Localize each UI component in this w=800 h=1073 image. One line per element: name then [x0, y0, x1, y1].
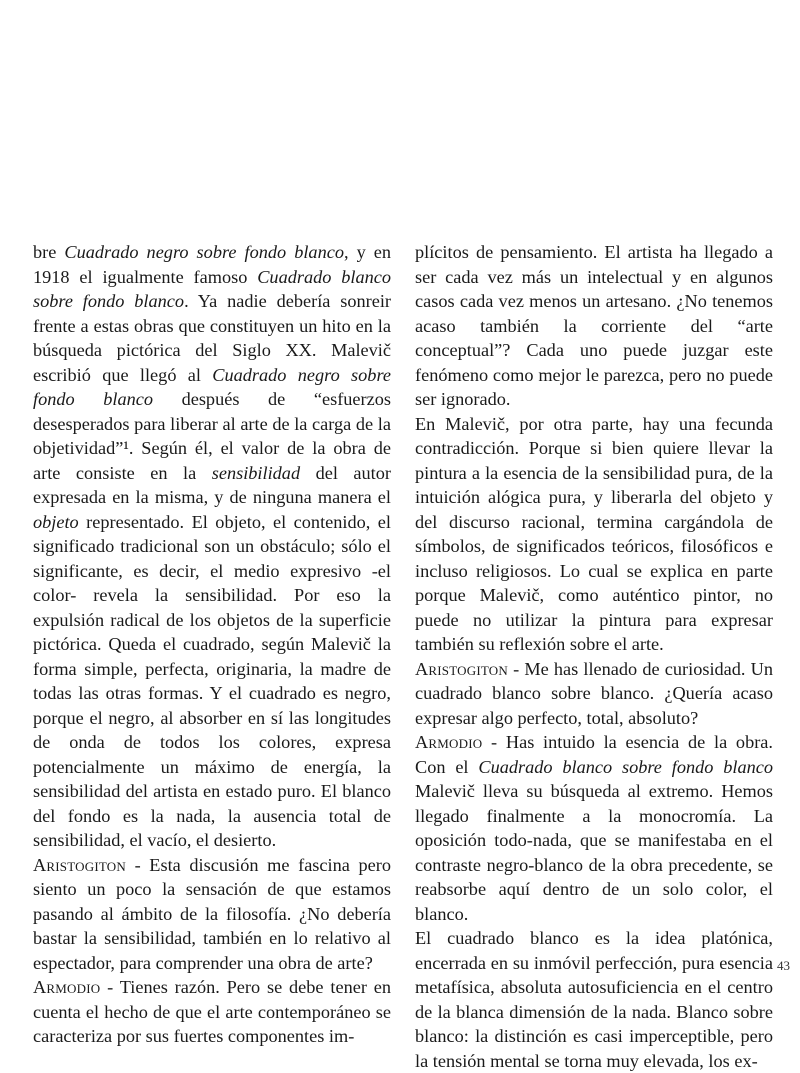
text-run: - Tienes razón. Pero se debe tener en cuenta el hecho de que el arte contemporáneo se caracteriza por sus fuertes componentes im- — [33, 977, 391, 1046]
paragraph — [415, 240, 773, 412]
italic-title: Cuadrado blanco sobre fondo blanco — [33, 266, 391, 311]
paragraph — [33, 975, 391, 1049]
italic-title: Cuadrado blanco sobre fondo blanco — [478, 756, 774, 777]
speaker-name: Armodio — [33, 977, 101, 997]
italic-title: sensibilidad — [211, 462, 301, 483]
text-run: El cuadrado blanco es la idea platónica, encerrada en su inmóvil perfección, pura esencia metafísica, absoluta autosuficiencia en el centro de la blanca dimensión de la nada. Blanco sobre blanco: la distinción es casi imperceptible, pero la tensión mental se torna muy elevada, los ex- — [415, 928, 773, 1071]
italic-title: Cuadrado negro sobre fondo blanco — [64, 242, 344, 262]
italic-title: objeto — [33, 511, 79, 532]
text-run: En Malevič, por otra parte, hay una fecunda contradicción. Porque si bien quiere llevar la pintura a la esencia de la sensibilidad pura, de la intuición alógica pura, y liberarla del objeto y del discurso racional, termina cargándola de símbolos, de significados teóricos, filosóficos e incluso religiosos. Lo cual se explica en parte porque Malevič, como auténtico pintor, no puede no utilizar la pintura para expresar también su reflexión sobre el arte. — [415, 413, 773, 654]
paragraph — [33, 240, 391, 853]
text-run: bre — [33, 242, 65, 262]
paragraph — [415, 412, 773, 657]
text-run: . Ya nadie debería sonreir frente a estas obras que constituyen un hito en la búsqueda pictórica del Siglo XX. Malevič escribió que llegó al — [33, 291, 391, 385]
text-run: plícitos de pensamiento. El artista ha llegado a ser cada vez más un intelectual y en algunos casos cada vez menos un artesano. ¿No tenemos acaso también la corriente del “arte conceptual”? Cada uno puede juzgar este fenómeno como mejor le parezca, pero no puede ser ignorado. — [415, 242, 773, 409]
paragraph — [415, 657, 773, 731]
speaker-name: Aristogiton — [33, 854, 126, 875]
text-run: - Me has llenado de curiosidad. Un cuadrado blanco sobre blanco. ¿Quería acaso expresar algo perfecto, total, absoluto? — [415, 658, 773, 728]
speaker-name: Aristogiton — [415, 658, 508, 679]
paragraph — [415, 926, 773, 1073]
speaker-name: Armodio — [415, 732, 483, 752]
page-number: 43 — [777, 958, 790, 973]
paragraph — [415, 730, 773, 926]
text-run: después de “esfuerzos desesperados para liberar al arte de la carga de la objetividad”¹. Según él, el valor de la obra de arte consiste en la — [33, 389, 391, 483]
text-run: del autor expresada en la misma, y de ninguna manera el — [33, 462, 391, 507]
text-run: - Has intuido la esencia de la obra. Con el — [415, 732, 773, 777]
italic-title: Cuadrado negro sobre fondo blanco — [33, 364, 392, 409]
text-run: Malevič lleva su búsqueda al extremo. Hemos llegado finalmente a la monocromía. La oposición todo-nada, que se manifestaba en el contraste negro-blanco de la obra precedente, se reabsorbe aquí dentro de un solo color, el blanco. — [415, 781, 773, 924]
text-run: , y en 1918 el igualmente famoso — [33, 242, 391, 287]
text-run: - Esta discusión me fascina pero siento un poco la sensación de que estamos pasando al ámbito de la filosofía. ¿No debería bastar la sensibilidad, también en lo relativo al espectador, para comprender una obra de arte? — [33, 854, 391, 973]
right-column — [415, 240, 773, 1073]
text-run: representado. El objeto, el contenido, el significado tradicional son un obstáculo; sólo el significante, es decir, el medio expresivo -el color- revela la sensibilidad. Por eso la expulsión radical de los objetos de la superficie pictórica. Queda el cuadrado, según Malevič la forma simple, perfecta, originaria, la madre de todas las otras formas. Y el cuadrado es negro, porque el negro, al absorber en sí las longitudes de onda de todos los colores, expresa potencialmente un máximo de energía, la sensibilidad del artista en estado puro. El blanco del fondo es la nada, la ausencia total de sensibilidad, el vacío, el desierto. — [33, 511, 391, 850]
left-column — [33, 240, 391, 1049]
paragraph — [33, 853, 391, 976]
